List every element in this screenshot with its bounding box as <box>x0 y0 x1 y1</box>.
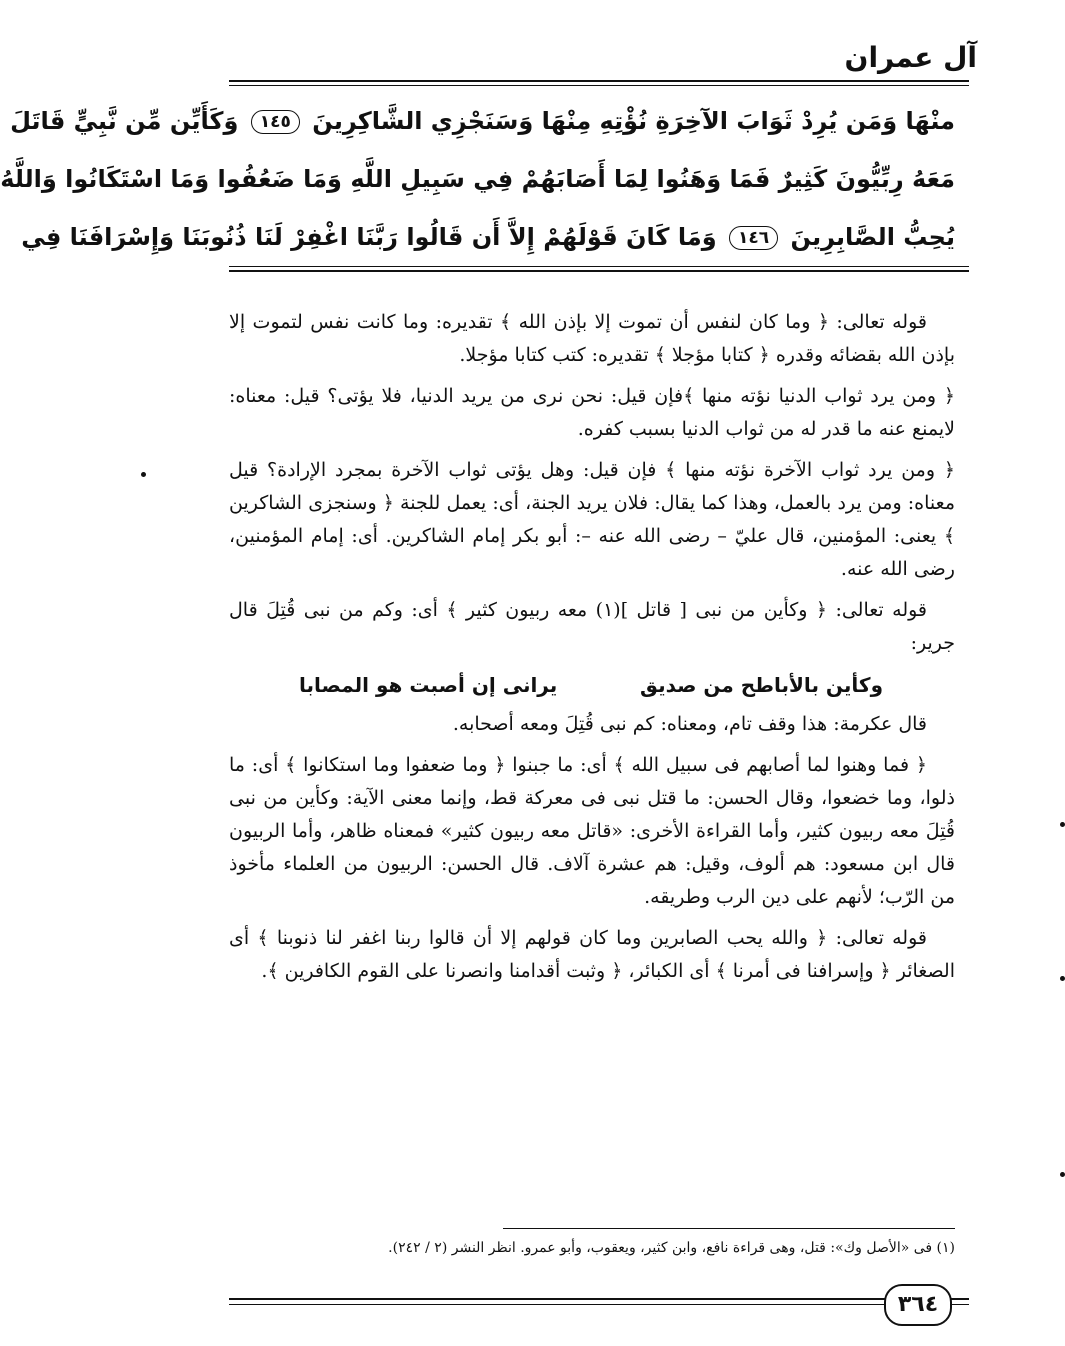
verse-text: وَمَا كَانَ قَوْلَهُمْ إِلاَّ أَن قَالُوا رَبَّنَا اغْفِرْ لَنَا ذُنُوبَنَا وَإِسْرَافَنَا فِي <box>21 223 717 251</box>
footer-rule-top <box>229 1298 969 1300</box>
footer-rule-bottom <box>229 1304 969 1305</box>
verse-text: وَكَأَيِّن مِّن نَّبِيٍّ قَاتَلَ <box>10 107 239 135</box>
paragraph: ﴿ ومن يرد ثواب الدنيا نؤته منها ﴾فإن قيل: نحن نرى من يريد الدنيا، فلا يؤتى؟ قيل: معناه: لايمنع عنه ما قدر له من ثواب الدنيا بسبب كفره. <box>229 385 955 440</box>
footnote-separator <box>503 1228 955 1229</box>
page-number: ٣٦٤ <box>884 1284 952 1326</box>
margin-mark <box>1060 822 1065 827</box>
poem-verse <box>229 668 955 702</box>
margin-mark <box>1060 1172 1065 1177</box>
verse-text: يُحِبُّ الصَّابِرِينَ <box>790 223 955 251</box>
verse-line <box>21 208 955 266</box>
surah-title: آل عمران <box>844 41 977 74</box>
paragraph: قوله تعالى: ﴿ والله يحب الصابرين وما كان قولهم إلا أن قالوا ربنا اغفر لنا ذنوبنا ﴾ أى الصغائر ﴿ وإسرافنا فى أمرنا ﴾ أى الكبائر، ﴿ وثبت أقدامنا وانصرنا على القوم الكافرين ﴾. <box>229 927 955 982</box>
margin-mark <box>141 472 146 477</box>
ayah-number-marker: ١٤٥ <box>251 110 300 134</box>
verse-text: مَعَهُ رِبِّيُّونَ كَثِيرٌ فَمَا وَهَنُوا لِمَا أَصَابَهُمْ فِي سَبِيلِ اللَّهِ وَمَا ضَعُفُوا وَمَا اسْتَكَانُوا وَاللَّهُ <box>0 165 955 193</box>
verses-rule-bottom <box>229 270 969 272</box>
verse-line <box>0 150 955 208</box>
header-rule-bottom <box>229 85 969 86</box>
commentary-body <box>229 306 955 996</box>
verse-text: منْهَا وَمَن يُرِدْ ثَوَابَ الآخِرَةِ نُؤْتِهِ مِنْهَا وَسَنَجْزِي الشَّاكِرِينَ <box>312 107 955 135</box>
verses-rule-top <box>229 266 969 267</box>
poem-hemistich-second: يرانى إن أصبت هو المصابا <box>299 673 558 697</box>
verse-line <box>10 92 955 150</box>
footnote: (١) فى «الأصل وك»: قتل، وهى قراءة نافع، وابن كثير، ويعقوب، وأبو عمرو. انظر النشر (٢ / ٢٤٢). <box>388 1240 955 1256</box>
quran-verses <box>0 92 955 266</box>
header-rule-top <box>229 80 969 82</box>
ayah-number-marker: ١٤٦ <box>729 226 778 250</box>
poem-hemistich-first: وكأين بالأباطح من صديق <box>640 673 883 697</box>
paragraph: ﴿ ومن يرد ثواب الآخرة نؤته منها ﴾ فإن قيل: وهل يؤتى ثواب الآخرة بمجرد الإرادة؟ قيل معناه: ومن يرد بالعمل، وهذا كما يقال: فلان يريد الجنة، أى: يعمل للجنة ﴿ وسنجزى الشاكرين ﴾ يعنى: المؤمنين، قال عليّ – رضى الله عنه –: أبو بكر إمام الشاكرين. أى: إمام المؤمنين، رضى الله عنه. <box>229 459 955 580</box>
paragraph: ﴿ فما وهنوا لما أصابهم فى سبيل الله ﴾ أى: ما جبنوا ﴿ وما ضعفوا وما استكانوا ﴾ أى: ما ذلوا، وما خضعوا، وقال الحسن: ما قتل نبى فى معركة قط، وإنما معنى الآية: وكأين من نبى قُتِلَ معه ربيون كثير، وأما القراءة الأخرى: «قاتل معه ربيون كثير» فمعناه ظاهر، وأما الربيون قال ابن مسعود: هم ألوف، وقيل: هم عشرة آلاف. قال الحسن: الربيون من العلماء مأخوذ من الرّب؛ لأنهم على دين الرب وطريقه. <box>229 754 955 908</box>
paragraph: قوله تعالى: ﴿ وكأين من نبى [ قاتل ](١) معه ربيون كثير ﴾ أى: وكم من نبى قُتِلَ قال جرير: <box>229 599 955 654</box>
paragraph: قال عكرمة: هذا وقف تام، ومعناه: كم نبى قُتِلَ ومعه أصحابه. <box>452 713 927 735</box>
margin-mark <box>1060 976 1065 981</box>
paragraph: قوله تعالى: ﴿ وما كان لنفس أن تموت إلا بإذن الله ﴾ تقديره: وما كانت نفس لتموت إلا بإذن الله بقضائه وقدره ﴿ كتابا مؤجلا ﴾ تقديره: كتب كتابا مؤجلا. <box>229 311 955 366</box>
